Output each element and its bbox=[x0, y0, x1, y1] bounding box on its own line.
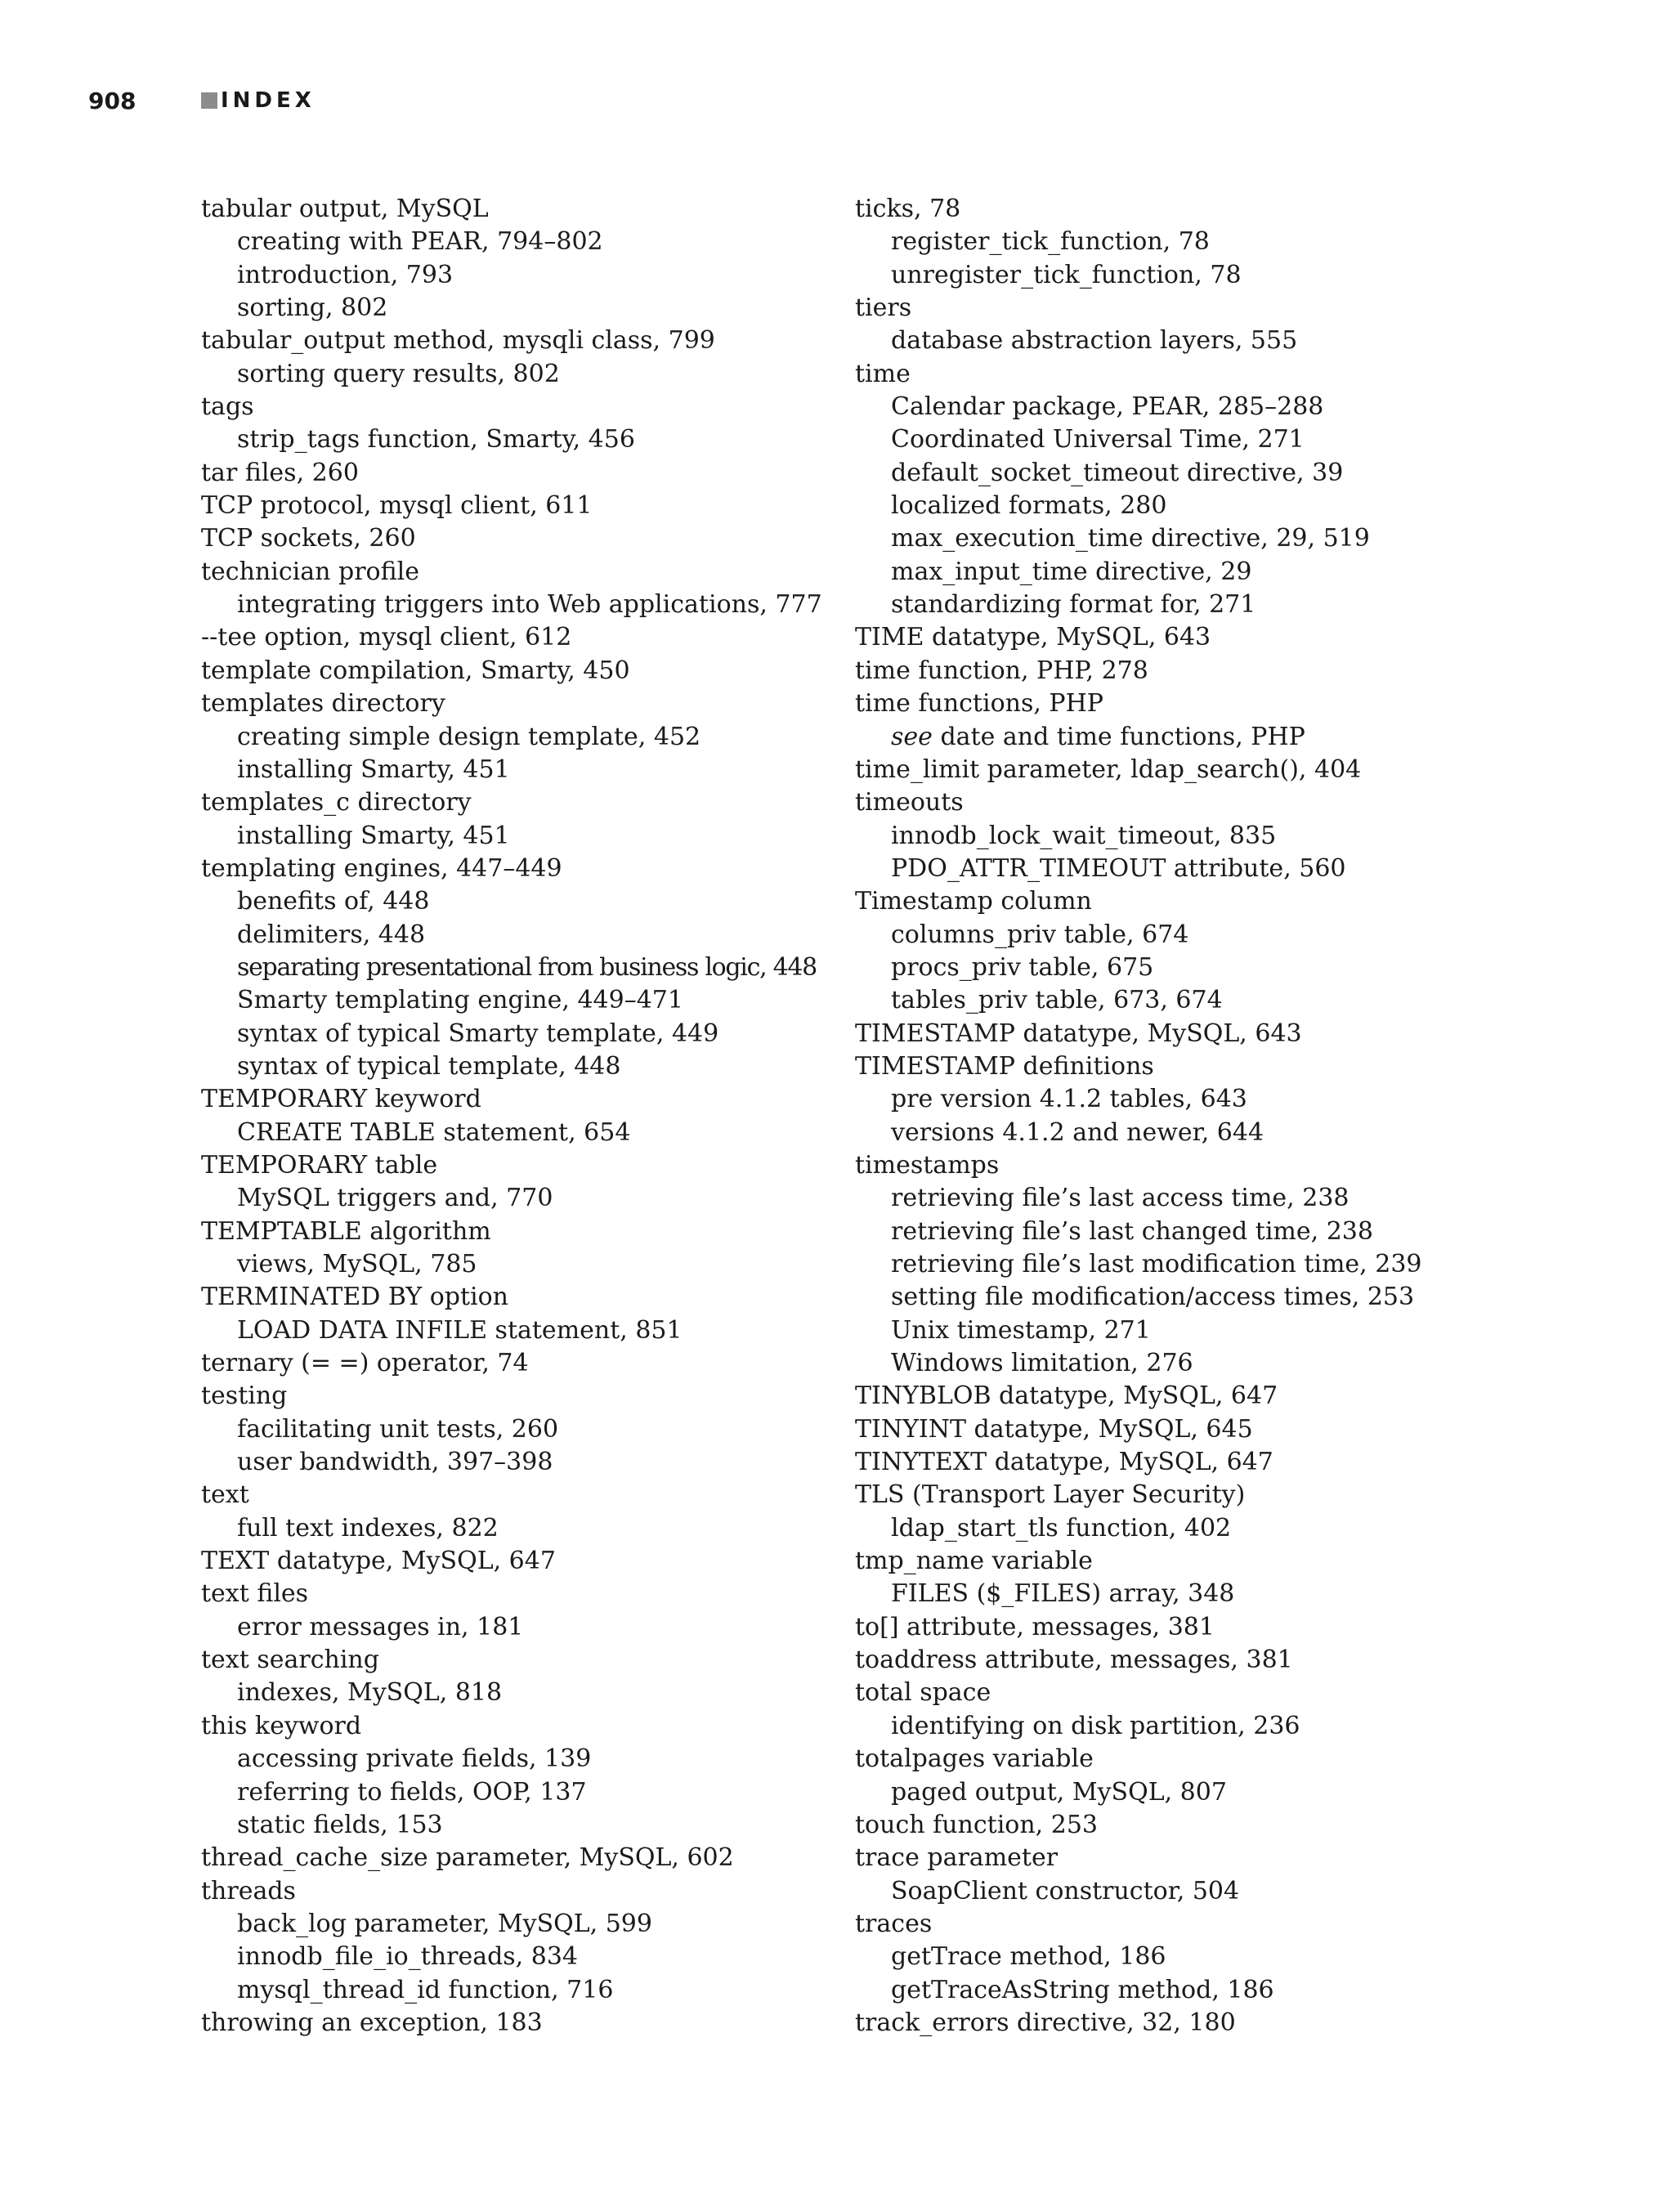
index-entry-text: tables_priv table, 673, 674 bbox=[891, 986, 1223, 1015]
index-entry-text: paged output, MySQL, 807 bbox=[891, 1777, 1227, 1807]
index-entry bbox=[855, 1380, 1476, 1413]
index-entry bbox=[855, 1050, 1476, 1083]
index-subentry bbox=[855, 1578, 1476, 1610]
index-entry bbox=[201, 1347, 822, 1380]
index-entry-text: text searching bbox=[201, 1646, 379, 1675]
index-entry-text: benefits of, 448 bbox=[237, 887, 430, 916]
index-entry-text: TIMESTAMP datatype, MySQL, 643 bbox=[855, 1019, 1302, 1048]
index-subentry bbox=[855, 259, 1476, 292]
index-entry bbox=[201, 1216, 822, 1248]
index-subentry bbox=[855, 1941, 1476, 1973]
index-entry-text: time functions, PHP bbox=[855, 689, 1103, 719]
index-subentry bbox=[855, 522, 1476, 555]
index-subentry bbox=[855, 1216, 1476, 1248]
index-subentry bbox=[855, 1314, 1476, 1347]
index-entry-text: tar files, 260 bbox=[201, 458, 359, 487]
index-entry bbox=[855, 1545, 1476, 1578]
index-entry-text: innodb_lock_wait_timeout, 835 bbox=[891, 821, 1277, 850]
index-entry-text: tags bbox=[201, 392, 254, 422]
index-entry-text: ticks, 78 bbox=[855, 195, 961, 223]
index-entry-text: text bbox=[201, 1480, 249, 1510]
index-entry-text: versions 4.1.2 and newer, 644 bbox=[891, 1117, 1264, 1147]
index-subentry bbox=[201, 1413, 822, 1446]
index-entry bbox=[201, 655, 822, 687]
index-entry-text: database abstraction layers, 555 bbox=[891, 326, 1298, 356]
index-subentry bbox=[201, 292, 822, 325]
index-subentry bbox=[855, 490, 1476, 522]
index-entry bbox=[201, 621, 822, 654]
index-subentry bbox=[201, 721, 822, 754]
index-entry-text: Calendar package, PEAR, 285–288 bbox=[891, 392, 1324, 422]
index-subentry bbox=[201, 1248, 822, 1281]
index-entry-text: MySQL triggers and, 770 bbox=[237, 1184, 553, 1213]
index-subentry bbox=[201, 1743, 822, 1775]
index-entry-text: SoapClient constructor, 504 bbox=[891, 1876, 1240, 1905]
index-entry-text: time_limit parameter, ldap_search(), 404 bbox=[855, 754, 1362, 784]
index-entry-text: creating simple design template, 452 bbox=[237, 722, 701, 751]
index-entry-text: creating with PEAR, 794–802 bbox=[237, 227, 603, 257]
index-entry bbox=[201, 1644, 822, 1677]
index-entry-text: TIME datatype, MySQL, 643 bbox=[855, 623, 1211, 652]
index-subentry bbox=[201, 1117, 822, 1149]
index-subentry bbox=[855, 919, 1476, 952]
index-subentry bbox=[201, 1776, 822, 1809]
index-entry bbox=[201, 522, 822, 555]
index-entry-text: views, MySQL, 785 bbox=[237, 1250, 477, 1278]
index-entry bbox=[855, 1413, 1476, 1446]
index-subentry bbox=[855, 1710, 1476, 1743]
index-entry bbox=[201, 556, 822, 589]
index-entry-text: time bbox=[855, 359, 911, 388]
index-entry bbox=[855, 1677, 1476, 1709]
index-entry-text: user bandwidth, 397–398 bbox=[237, 1448, 553, 1477]
index-entry bbox=[201, 1875, 822, 1908]
index-entry-text: max_input_time directive, 29 bbox=[891, 557, 1252, 586]
section-title: INDEX bbox=[221, 88, 316, 113]
index-subentry bbox=[201, 1446, 822, 1479]
index-entry-text: to[] attribute, messages, 381 bbox=[855, 1612, 1215, 1641]
index-entry bbox=[855, 1479, 1476, 1511]
index-entry-text: separating presentational from business logic, 448 bbox=[237, 952, 817, 982]
index-entry bbox=[201, 853, 822, 885]
index-entry-text: introduction, 793 bbox=[237, 260, 454, 289]
index-entry-text: retrieving file’s last changed time, 238 bbox=[891, 1216, 1373, 1246]
index-entry-text: Coordinated Universal Time, 271 bbox=[891, 425, 1305, 454]
index-entry-text: tabular_output method, mysqli class, 799 bbox=[201, 326, 715, 356]
index-entry-text: PDO_ATTR_TIMEOUT attribute, 560 bbox=[891, 853, 1346, 883]
index-entry bbox=[855, 687, 1476, 720]
index-entry-text: installing Smarty, 451 bbox=[237, 821, 510, 850]
index-entry bbox=[855, 292, 1476, 325]
index-entry-text: TLS (Transport Layer Security) bbox=[855, 1480, 1246, 1510]
section-marker-square bbox=[201, 92, 217, 109]
index-subentry bbox=[201, 1941, 822, 1973]
index-entry-text: total space bbox=[855, 1678, 991, 1708]
index-entry-text: ternary (= =) operator, 74 bbox=[201, 1349, 529, 1378]
index-entry-text: ldap_start_tls function, 402 bbox=[891, 1513, 1232, 1543]
index-entry-text: thread_cache_size parameter, MySQL, 602 bbox=[201, 1843, 734, 1873]
index-entry bbox=[855, 2007, 1476, 2040]
index-entry-text: identifying on disk partition, 236 bbox=[891, 1711, 1300, 1740]
index-entry bbox=[201, 1578, 822, 1610]
index-entry bbox=[201, 1842, 822, 1874]
index-entry-text: mysql_thread_id function, 716 bbox=[237, 1975, 614, 2004]
index-entry-text: max_execution_time directive, 29, 519 bbox=[891, 524, 1370, 553]
index-entry-text: TEXT datatype, MySQL, 647 bbox=[201, 1547, 556, 1576]
page-header bbox=[88, 84, 316, 117]
index-entry bbox=[855, 1809, 1476, 1842]
index-entry bbox=[855, 621, 1476, 654]
index-subentry bbox=[201, 754, 822, 786]
index-entry-text: sorting query results, 802 bbox=[237, 359, 560, 388]
index-subentry bbox=[201, 1974, 822, 2007]
index-entry-text: LOAD DATA INFILE statement, 851 bbox=[237, 1315, 683, 1345]
index-entry-text: unregister_tick_function, 78 bbox=[891, 260, 1242, 289]
index-entry-text: retrieving file’s last modification time, 239 bbox=[891, 1250, 1422, 1278]
index-entry-text: time function, PHP, 278 bbox=[855, 656, 1148, 685]
index-entry-text: facilitating unit tests, 260 bbox=[237, 1414, 559, 1444]
index-subentry bbox=[855, 1281, 1476, 1314]
index-entry-text: date and time functions, PHP bbox=[940, 722, 1305, 751]
index-entry-text: TINYTEXT datatype, MySQL, 647 bbox=[855, 1448, 1273, 1477]
index-entry bbox=[201, 1380, 822, 1413]
index-entry-text: traces bbox=[855, 1909, 933, 1938]
index-subentry bbox=[855, 1083, 1476, 1116]
index-entry-text: referring to fields, OOP, 137 bbox=[237, 1777, 587, 1807]
index-subentry bbox=[855, 226, 1476, 258]
index-entry-text: setting file modification/access times, 253 bbox=[891, 1283, 1415, 1312]
index-entry-text: getTraceAsString method, 186 bbox=[891, 1975, 1274, 2004]
index-entry-text: TERMINATED BY option bbox=[201, 1283, 508, 1312]
index-subentry bbox=[201, 259, 822, 292]
index-subentry bbox=[855, 1248, 1476, 1281]
index-entry-text: columns_priv table, 674 bbox=[891, 920, 1189, 949]
index-subentry bbox=[855, 423, 1476, 456]
index-entry bbox=[855, 1446, 1476, 1479]
index-entry-text: innodb_file_io_threads, 834 bbox=[237, 1942, 579, 1972]
index-subentry bbox=[201, 952, 822, 984]
index-entry bbox=[855, 655, 1476, 687]
index-subentry bbox=[855, 1347, 1476, 1380]
index-subentry bbox=[201, 1512, 822, 1545]
index-subentry bbox=[201, 1908, 822, 1941]
index-subentry bbox=[855, 721, 1476, 754]
index-entry-text: strip_tags function, Smarty, 456 bbox=[237, 425, 635, 454]
index-entry bbox=[855, 1908, 1476, 1941]
index-entry-text: installing Smarty, 451 bbox=[237, 754, 510, 784]
index-entry bbox=[201, 457, 822, 490]
page-number: 908 bbox=[88, 87, 137, 114]
index-entry-text: TCP sockets, 260 bbox=[201, 524, 416, 553]
index-entry-text: syntax of typical template, 448 bbox=[237, 1051, 621, 1081]
index-entry-text: default_socket_timeout directive, 39 bbox=[891, 458, 1344, 487]
index-entry bbox=[855, 754, 1476, 786]
index-subentry bbox=[201, 358, 822, 391]
index-subentry bbox=[855, 1512, 1476, 1545]
index-entry-text: templating engines, 447–449 bbox=[201, 853, 562, 883]
index-entry bbox=[855, 193, 1476, 226]
index-subentry bbox=[201, 1182, 822, 1215]
index-entry-text: Unix timestamp, 271 bbox=[891, 1315, 1151, 1345]
see-reference-label: see bbox=[891, 722, 933, 751]
index-subentry bbox=[201, 226, 822, 258]
index-subentry bbox=[201, 1018, 822, 1050]
index-subentry bbox=[855, 1974, 1476, 2007]
index-entry-text: tmp_name variable bbox=[855, 1547, 1093, 1576]
index-entry bbox=[855, 1743, 1476, 1775]
index-entry bbox=[201, 1149, 822, 1182]
index-entry-text: TEMPTABLE algorithm bbox=[201, 1216, 491, 1246]
index-subentry bbox=[201, 885, 822, 918]
index-entry-text: retrieving file’s last access time, 238 bbox=[891, 1184, 1349, 1213]
index-subentry bbox=[201, 820, 822, 853]
index-entry-text: text files bbox=[201, 1579, 309, 1609]
index-entry-text: throwing an exception, 183 bbox=[201, 2008, 543, 2037]
index-entry-text: delimiters, 448 bbox=[237, 920, 426, 949]
index-entry-text: technician profile bbox=[201, 557, 419, 586]
index-subentry bbox=[855, 556, 1476, 589]
index-entry-text: localized formats, 280 bbox=[891, 491, 1167, 521]
index-subentry bbox=[855, 1182, 1476, 1215]
index-entry bbox=[855, 1018, 1476, 1050]
index-subentry bbox=[201, 1050, 822, 1083]
index-entry-text: touch function, 253 bbox=[855, 1810, 1099, 1839]
index-subentry bbox=[855, 457, 1476, 490]
index-entry-text: templates_c directory bbox=[201, 788, 472, 817]
index-entry-text: TIMESTAMP definitions bbox=[855, 1051, 1154, 1081]
index-subentry bbox=[201, 1611, 822, 1644]
index-entry-text: standardizing format for, 271 bbox=[891, 590, 1256, 620]
index-entry bbox=[201, 1281, 822, 1314]
index-subentry bbox=[855, 1875, 1476, 1908]
index-entry-text: back_log parameter, MySQL, 599 bbox=[237, 1909, 652, 1938]
index-subentry bbox=[855, 853, 1476, 885]
index-entry bbox=[201, 391, 822, 423]
index-entry-text: getTrace method, 186 bbox=[891, 1942, 1166, 1972]
index-entry-text: totalpages variable bbox=[855, 1744, 1094, 1774]
index-entry bbox=[855, 358, 1476, 391]
index-entry-text: track_errors directive, 32, 180 bbox=[855, 2008, 1236, 2037]
index-entry bbox=[855, 1842, 1476, 1874]
index-entry-text: TINYINT datatype, MySQL, 645 bbox=[855, 1414, 1253, 1444]
index-subentry bbox=[201, 1677, 822, 1709]
index-entry bbox=[201, 1545, 822, 1578]
index-subentry bbox=[855, 820, 1476, 853]
index-entry bbox=[855, 1644, 1476, 1677]
index-entry bbox=[201, 786, 822, 819]
index-subentry bbox=[855, 1776, 1476, 1809]
index-subentry bbox=[855, 1117, 1476, 1149]
index-subentry bbox=[855, 589, 1476, 621]
index-entry-text: tiers bbox=[855, 293, 912, 323]
index-entry-text: Smarty templating engine, 449–471 bbox=[237, 986, 683, 1015]
index-entry-text: timestamps bbox=[855, 1150, 1000, 1180]
index-entry-text: pre version 4.1.2 tables, 643 bbox=[891, 1085, 1247, 1114]
index-entry-text: tabular output, MySQL bbox=[201, 195, 489, 223]
index-entry bbox=[201, 2007, 822, 2040]
index-entry-text: TINYBLOB datatype, MySQL, 647 bbox=[855, 1381, 1278, 1411]
index-entry bbox=[855, 786, 1476, 819]
index-entry-text: accessing private fields, 139 bbox=[237, 1744, 592, 1774]
index-entry bbox=[855, 1149, 1476, 1182]
index-subentry bbox=[201, 589, 822, 621]
index-entry-text: TEMPORARY table bbox=[201, 1150, 438, 1180]
index-entry-text: templates directory bbox=[201, 689, 445, 719]
index-column-left bbox=[201, 193, 822, 2040]
index-entry-text: Timestamp column bbox=[855, 887, 1092, 916]
index-entry-text: threads bbox=[201, 1876, 296, 1905]
index-entry bbox=[855, 885, 1476, 918]
index-entry bbox=[201, 193, 822, 226]
index-entry-text: --tee option, mysql client, 612 bbox=[201, 623, 572, 652]
index-entry-text: trace parameter bbox=[855, 1843, 1059, 1873]
index-entry bbox=[855, 1611, 1476, 1644]
index-entry bbox=[201, 1083, 822, 1116]
index-entry-text: sorting, 802 bbox=[237, 293, 388, 323]
index-entry-text: integrating triggers into Web applications, 777 bbox=[237, 590, 822, 620]
index-entry bbox=[201, 325, 822, 357]
index-entry-text: static fields, 153 bbox=[237, 1810, 443, 1839]
index-subentry bbox=[201, 1314, 822, 1347]
index-entry-text: TEMPORARY keyword bbox=[201, 1085, 481, 1114]
index-entry-text: Windows limitation, 276 bbox=[891, 1349, 1193, 1378]
index-entry-text: indexes, MySQL, 818 bbox=[237, 1678, 503, 1708]
index-subentry bbox=[855, 391, 1476, 423]
index-entry-text: TCP protocol, mysql client, 611 bbox=[201, 491, 593, 521]
index-entry bbox=[201, 490, 822, 522]
index-entry-text: template compilation, Smarty, 450 bbox=[201, 656, 630, 685]
index-subentry bbox=[855, 952, 1476, 984]
index-entry-text: toaddress attribute, messages, 381 bbox=[855, 1646, 1293, 1675]
index-subentry bbox=[855, 325, 1476, 357]
index-entry-text: syntax of typical Smarty template, 449 bbox=[237, 1019, 719, 1048]
index-column-right bbox=[855, 193, 1476, 2040]
index-subentry bbox=[201, 919, 822, 952]
index-entry-text: full text indexes, 822 bbox=[237, 1513, 499, 1543]
index-entry bbox=[201, 1479, 822, 1511]
index-entry bbox=[201, 687, 822, 720]
index-entry-text: error messages in, 181 bbox=[237, 1612, 524, 1641]
index-subentry bbox=[855, 984, 1476, 1017]
index-entry-text: timeouts bbox=[855, 788, 964, 817]
index-subentry bbox=[201, 984, 822, 1017]
index-entry-text: testing bbox=[201, 1381, 288, 1411]
index-subentry bbox=[201, 423, 822, 456]
index-entry-text: FILES ($_FILES) array, 348 bbox=[891, 1579, 1235, 1609]
index-subentry bbox=[201, 1809, 822, 1842]
index-entry-text: register_tick_function, 78 bbox=[891, 227, 1210, 257]
index-entry-text: procs_priv table, 675 bbox=[891, 952, 1154, 982]
index-entry-text: CREATE TABLE statement, 654 bbox=[237, 1117, 631, 1147]
index-entry-text: this keyword bbox=[201, 1711, 362, 1740]
index-entry bbox=[201, 1710, 822, 1743]
